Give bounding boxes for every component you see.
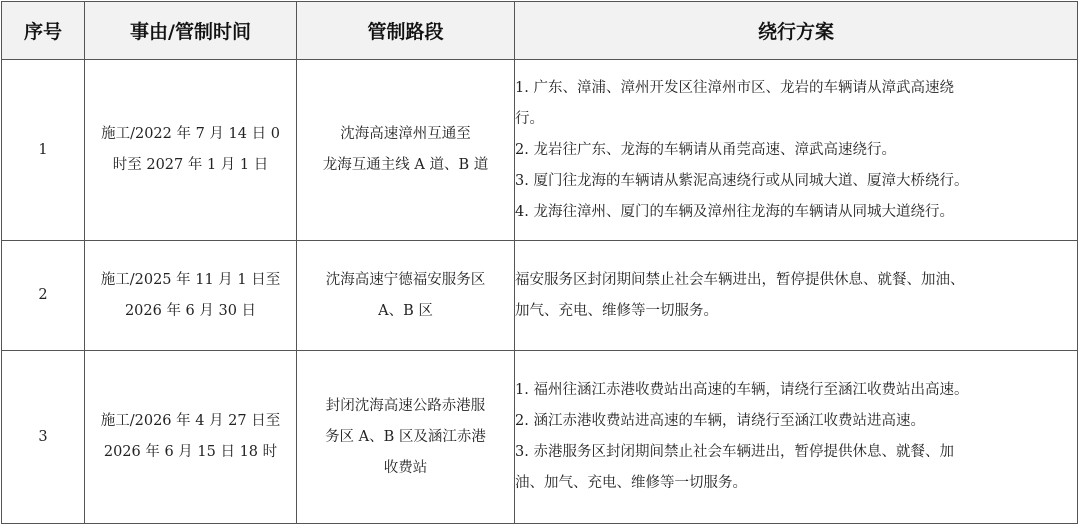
control-time-cell bbox=[85, 241, 297, 351]
control-time-line: 2026 年 6 月 15 日 18 时 bbox=[103, 444, 278, 460]
table-row bbox=[2, 241, 1078, 351]
table-row bbox=[2, 60, 1078, 241]
detour-plan-line: 3. 厦门往龙海的车辆请从紫泥高速绕行或从同城大道、厦漳大桥绕行。 bbox=[515, 172, 969, 189]
detour-plan-line: 2. 龙岩往广东、龙海的车辆请从甬莞高速、漳武高速绕行。 bbox=[515, 141, 896, 158]
control-time-line: 2026 年 6 月 30 日 bbox=[124, 302, 257, 319]
control-road-cell bbox=[297, 351, 515, 524]
control-time-line: 施工/2025 年 11 月 1 日至 bbox=[100, 271, 281, 288]
detour-plan-cell bbox=[515, 351, 1078, 524]
control-time-cell bbox=[85, 60, 297, 241]
control-time-line: 施工/2022 年 7 月 14 日 0 bbox=[101, 126, 280, 142]
detour-plan-line: 3. 赤港服务区封闭期间禁止社会车辆进出，暂停提供休息、就餐、加 bbox=[515, 444, 954, 460]
control-road-cell bbox=[297, 241, 515, 351]
header-no: 序号 bbox=[2, 2, 85, 60]
control-road-line: 沈海高速漳州互通至 bbox=[340, 126, 471, 142]
table-row bbox=[2, 351, 1078, 524]
control-time-line: 施工/2026 年 4 月 27 日至 bbox=[100, 413, 281, 429]
header-row bbox=[2, 2, 1078, 60]
control-road-cell bbox=[297, 60, 515, 241]
detour-plan-line: 2. 涵江赤港收费站进高速的车辆，请绕行至涵江收费站进高速。 bbox=[515, 413, 925, 429]
control-road-line: 务区 A、B 区及涵江赤港 bbox=[325, 428, 486, 445]
row-number: 2 bbox=[2, 241, 85, 351]
detour-plan-line: 1. 福州往涵江赤港收费站出高速的车辆，请绕行至涵江收费站出高速。 bbox=[515, 382, 969, 398]
detour-plan-line: 1. 广东、漳浦、漳州开发区往漳州市区、龙岩的车辆请从漳武高速绕 bbox=[515, 79, 954, 96]
detour-plan-line: 行。 bbox=[515, 110, 544, 127]
row-number: 1 bbox=[2, 60, 85, 241]
control-time-cell bbox=[85, 351, 297, 524]
control-road-line: 沈海高速宁德福安服务区 bbox=[325, 271, 486, 288]
detour-plan-cell bbox=[515, 60, 1078, 241]
traffic-control-table bbox=[1, 1, 1078, 524]
detour-plan-line: 福安服务区封闭期间禁止社会车辆进出，暂停提供休息、就餐、加油、 bbox=[515, 271, 965, 288]
control-road-line: 收费站 bbox=[383, 459, 428, 476]
control-road-line: A、B 区 bbox=[378, 302, 433, 319]
detour-plan-line: 油、加气、充电、维修等一切服务。 bbox=[515, 475, 747, 491]
header-plan: 绕行方案 bbox=[515, 2, 1078, 60]
detour-plan-cell bbox=[515, 241, 1078, 351]
row-number: 3 bbox=[2, 351, 85, 524]
control-road-line: 封闭沈海高速公路赤港服 bbox=[325, 397, 486, 414]
control-time-line: 时至 2027 年 1 月 1 日 bbox=[112, 157, 269, 173]
header-time: 事由/管制时间 bbox=[85, 2, 297, 60]
header-road: 管制路段 bbox=[297, 2, 515, 60]
detour-plan-line: 加气、充电、维修等一切服务。 bbox=[515, 302, 718, 319]
control-road-line: 龙海互通主线 A 道、B 道 bbox=[322, 157, 489, 173]
detour-plan-line: 4. 龙海往漳州、厦门的车辆及漳州往龙海的车辆请从同城大道绕行。 bbox=[515, 203, 954, 220]
